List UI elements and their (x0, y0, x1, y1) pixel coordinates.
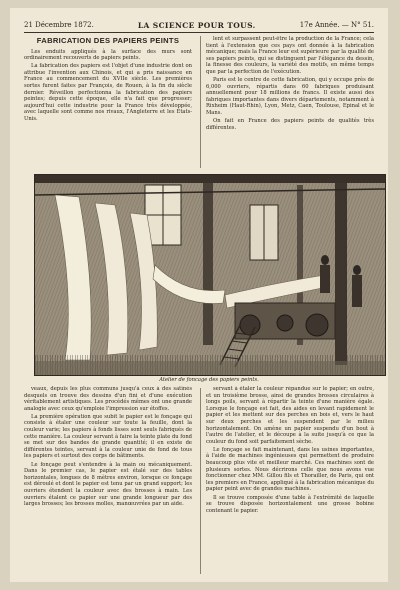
paragraph: La première opération que subit le papier est le fonçage qui consiste à étaler une couleur sur toute la feuille, dont la couleur varie; les papiers à fonds lisses sont seuls fabriqués de cette manière. La couleur servant à faire la teinte plate du fond se met sur des bandes de grande quantité; il en existe de différentes teintes, servant à la couleur unie de fond de tous les papiers et surtout des corps de bâtiments. (24, 413, 192, 460)
header-issue: 17e Année. — N° 51. (299, 21, 374, 29)
paragraph: Les enduits appliqués à la surface des murs sont ordinairement recouverts de papiers peints. (24, 48, 192, 62)
column-1-top (24, 36, 192, 170)
paragraph: Le fonçage se fait maintenant, dans les usines importantes, à l'aide de machines ingénieuses qui permettent de produire beaucoup plus vite et meilleur marché. Ces machines sont de plusieurs sortes. Nous décrirons celle que nous avons vue fonctionner chez MM. Gillou fils et Thorailler, de Paris, qui ont les premiers en France, appliqué à la fabrication mécanique du papier peint avec de grandes machines. (206, 446, 374, 493)
figure-caption: Atelier de foncage des papiers peints. (159, 377, 259, 383)
newspaper-page (10, 8, 388, 582)
article-title: FABRICATION DES PAPIERS PEINTS (36, 36, 180, 45)
paragraph: Il se trouve composée d'une table à l'extrémité de laquelle se trouve disposée horizontalement une grosse bobine contenant le papier. (206, 494, 374, 514)
column-2-top (206, 36, 374, 170)
header-date: 21 Décembre 1872. (24, 21, 94, 29)
page-header (24, 18, 374, 33)
column-divider-top (200, 36, 201, 168)
magazine-title: LA SCIENCE POUR TOUS. (137, 20, 256, 30)
column-1-bottom (24, 386, 192, 576)
paragraph: La fabrication des papiers est l'objet d'une industrie dont on attribue l'invention aux Chinois, et qui a pris naissance en France au commencement du XVIIe siècle. Les premières sortes furent faites par François, de Rouen, à la fin du siècle dernier. Réveillon perfectionna la fabrication des papiers peintes; depuis cette époque, elle n'a fait que progresser; aujourd'hui cette industrie pour la France très développée, avec laquelle sont comme nos rivaux, l'Angleterre et les États-Unis. (24, 63, 192, 123)
column-2-bottom (206, 386, 374, 576)
paragraph: servant à étaler la couleur répandue sur le papier; en outre, et un troisième brosse, ainsi de grandes brosses circulaires à longs poils, servant à répartir la teinte d'une manière égale. Lorsque le fonçage est fait, des aides en levant rapidement le papier et les mettent sur des perches en bois et, vers le haut sur deux perches et les suspendent par le milieu horizontalement. On amène un papier suspendu d'un bout à l'autre de l'atelier, et le découpe à la suite jusqu'à ce que la couleur du fond soit parfaitement sèche. (206, 386, 374, 445)
paragraph: veaux, depuis les plus communs jusqu'à ceux à des satinés desquels on trouve des dessins d'un fini et d'une exécution véritablement artistiques. Les procédés mêmes ont une grande analogie avec ceux qu'emploie l'impression sur étoffes. (24, 386, 192, 412)
paragraph: Paris est le centre de cette fabrication, qui y occupe près de 6,000 ouvriers, répartis dans 60 fabriques produisant annuellement pour 18 millions de francs. Il existe aussi des fabriques importantes dans divers départements, notamment à Rixheim (Haut-Rhin), Lyon, Metz, Caen, Toulouse, Epinal et le Mans. (206, 77, 374, 117)
workshop-engraving (35, 175, 385, 375)
paragraph: lent et surpassent peut-être la production de la France; cela tient à l'extension que ces pays ont donnée à la fabrication mécanique; mais la France leur est supérieure par la qualité de ses papiers peints, qui se distinguent par l'élégance du dessin, la finesse des couleurs, la variété des motifs, en même temps que par la perfection de l'exécution. (206, 36, 374, 75)
paragraph: On fait en France des papiers peints de qualités très différentes. (206, 118, 374, 131)
paragraph: Le fonçage peut s'entendre à la main ou mécaniquement. Dans le premier cas, le papier est étalé sur des tables horizontales, longues de 8 mètres environ, lorsque ce fonçage est déroulé et dont le papier est tenu par un grand support; les ouvriers étendent la couleur avec des brosses à main. Les ouvriers étalent ce papier sur une grande longueur par des larges brosses; les brosses molles, manœuvrées par un aide. (24, 461, 192, 508)
column-divider-bottom (200, 388, 201, 574)
engraving-illustration (34, 174, 386, 376)
